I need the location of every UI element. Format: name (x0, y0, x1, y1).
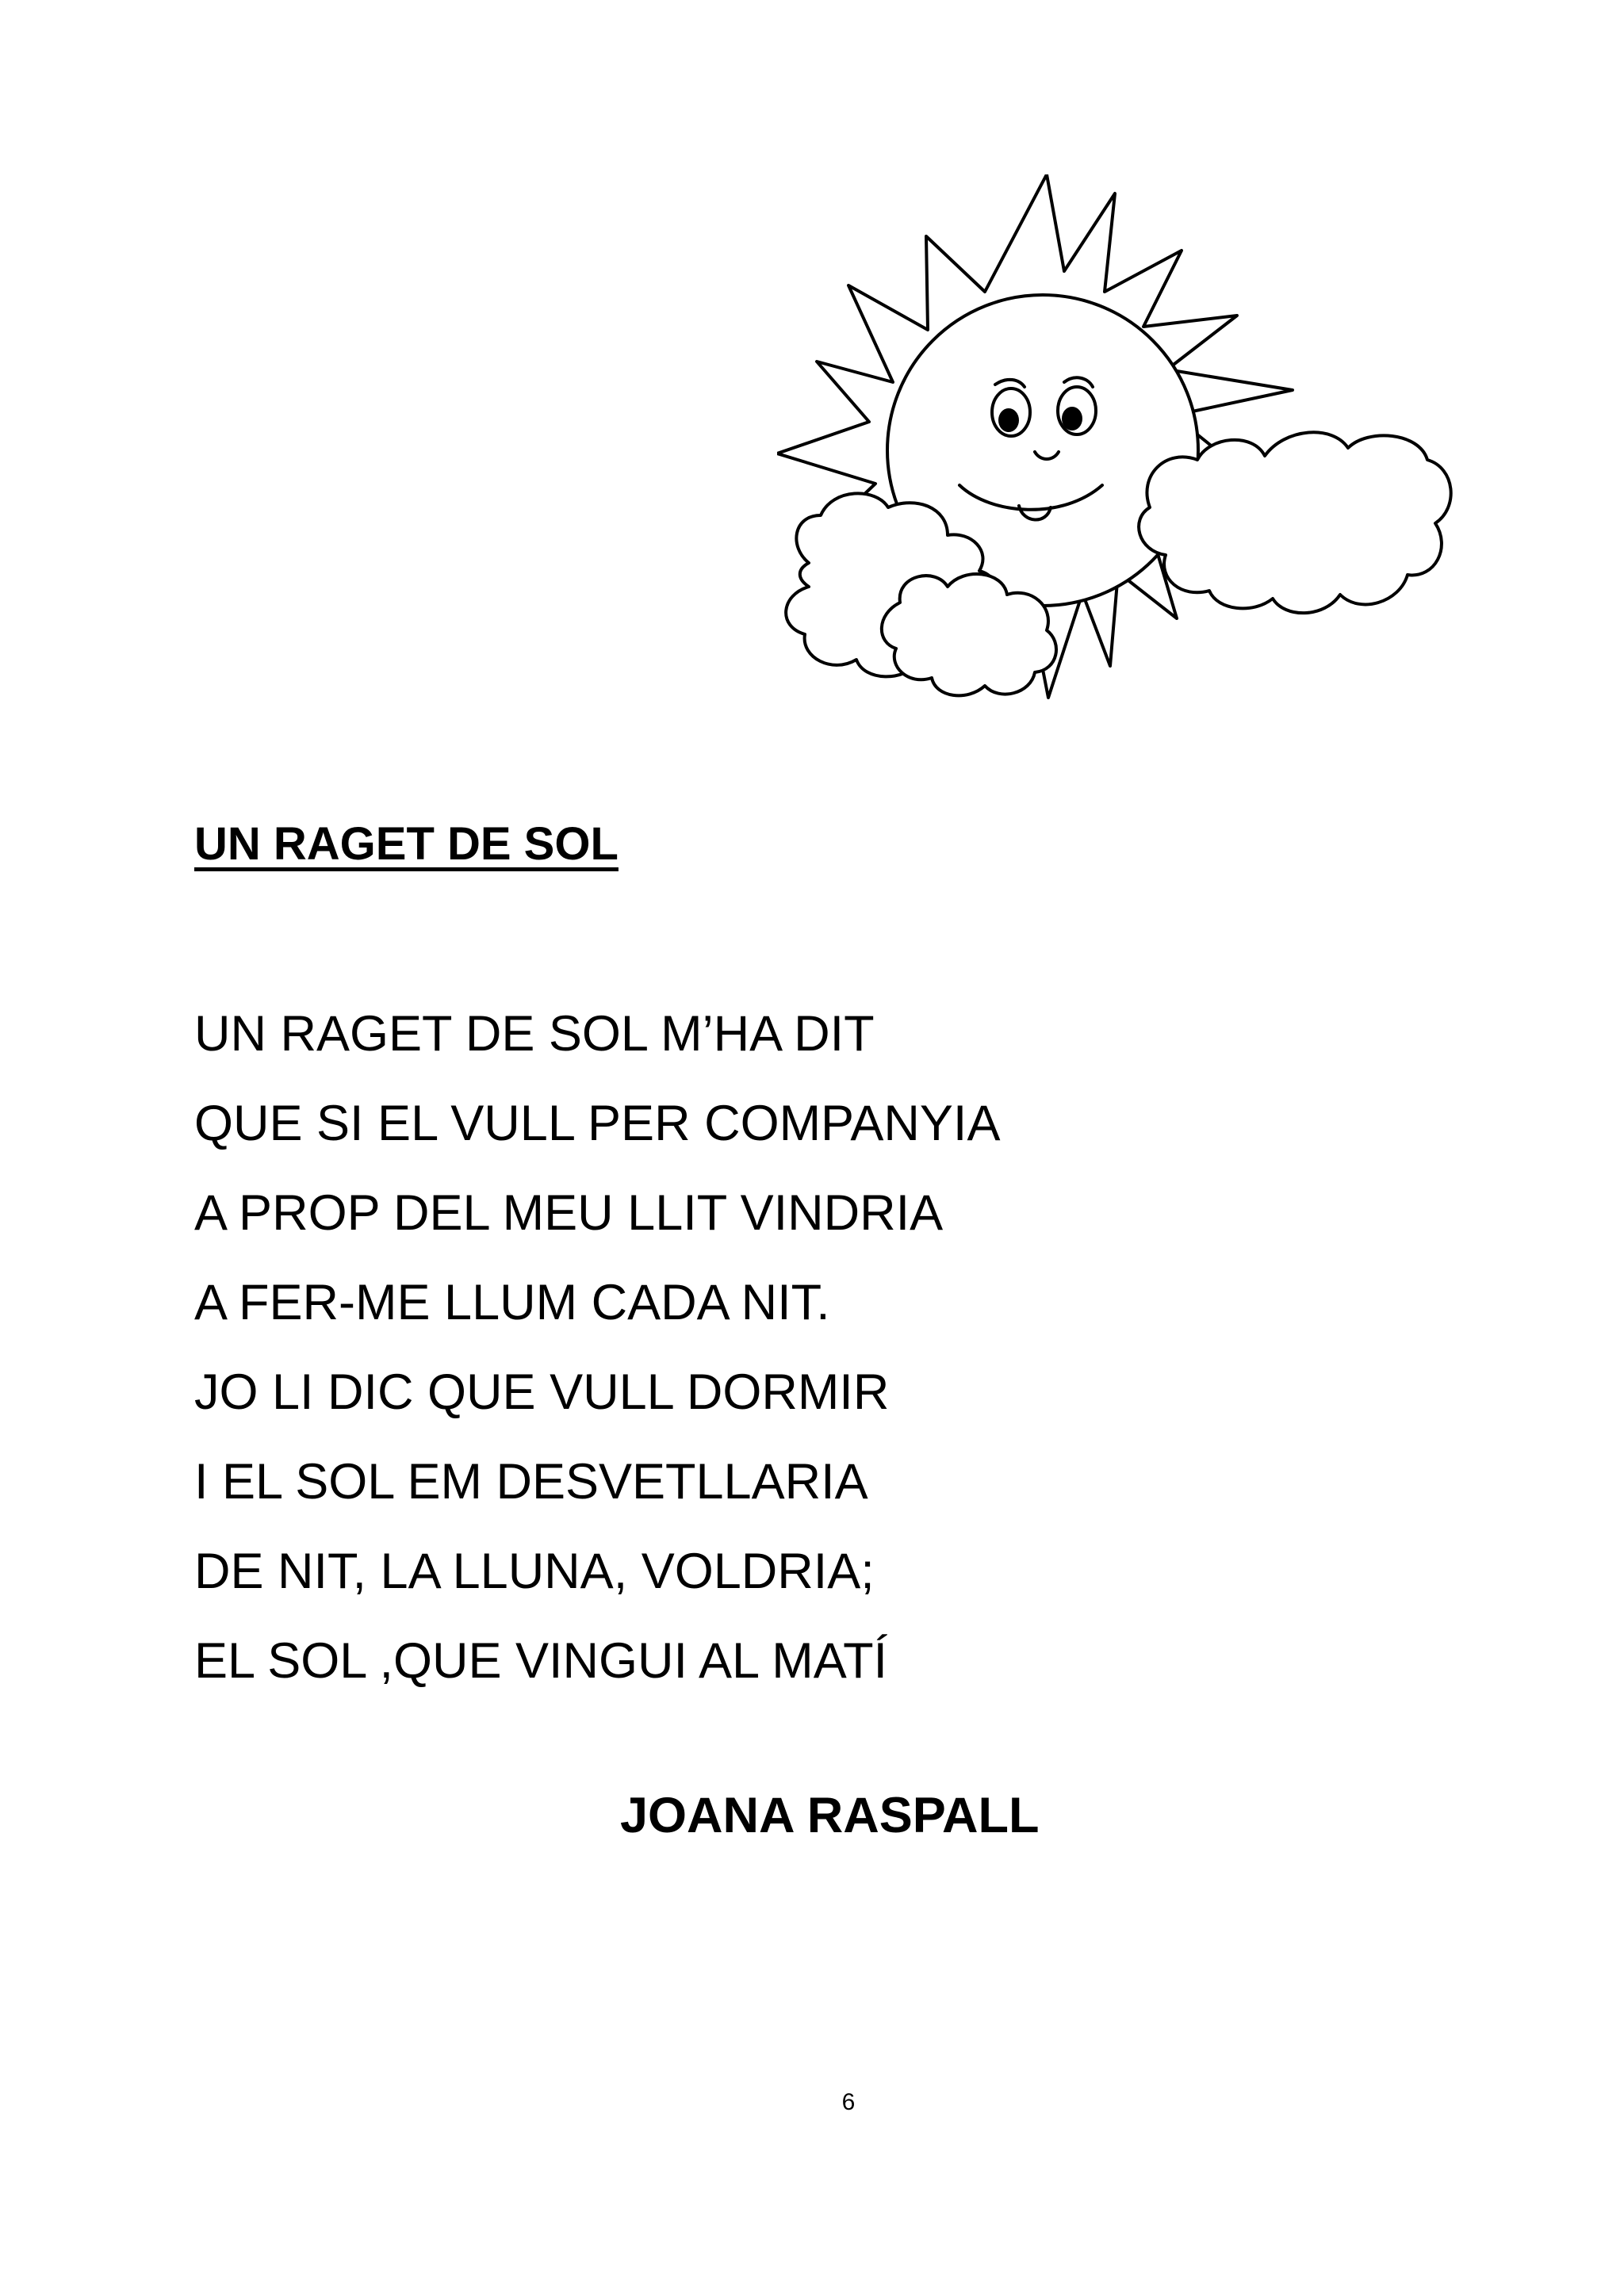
poem-line: A PROP DEL MEU LLIT VINDRIA (194, 1185, 944, 1241)
sun-pupil-right (1062, 407, 1082, 430)
poem-line: UN RAGET DE SOL M’HA DIT (194, 1006, 875, 1062)
sun-pupil-left (998, 408, 1019, 432)
poem-line: DE NIT, LA LLUNA, VOLDRIA; (194, 1544, 875, 1599)
poem-line: QUE SI EL VULL PER COMPANYIA (194, 1096, 1001, 1151)
page-number: 6 (841, 2089, 856, 2115)
sun-with-clouds-icon (777, 174, 1459, 825)
cloud-right (1139, 432, 1451, 613)
poem-line: JO LI DIC QUE VULL DORMIR (194, 1364, 890, 1420)
poem-line: A FER-ME LLUM CADA NIT. (194, 1275, 830, 1330)
poem-line: I EL SOL EM DESVETLLARIA (194, 1454, 868, 1510)
poem-author: JOANA RASPALL (620, 1788, 1040, 1843)
poem-body (194, 989, 1000, 1706)
poem-line: EL SOL ,QUE VINGUI AL MATÍ (194, 1633, 888, 1689)
poem-title: UN RAGET DE SOL (194, 818, 619, 870)
